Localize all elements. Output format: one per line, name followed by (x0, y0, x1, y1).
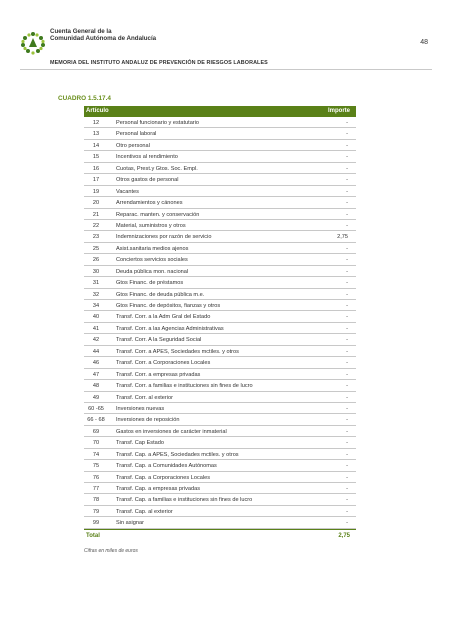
row-code: 69 (92, 428, 100, 435)
table-caption: CUADRO 1.5.17.4 (58, 95, 111, 102)
row-importe: - (346, 520, 348, 527)
row-code: 76 (92, 474, 100, 481)
row-importe: - (346, 417, 348, 424)
total-row (84, 529, 356, 541)
table-row (84, 163, 356, 174)
row-importe: - (346, 177, 348, 184)
row-importe: - (346, 188, 348, 195)
table-row (84, 243, 356, 254)
row-code: 22 (92, 222, 100, 229)
row-code: 16 (92, 165, 100, 172)
row-importe: - (346, 486, 348, 492)
table-row (84, 426, 356, 437)
table-row (84, 220, 356, 231)
row-importe: - (346, 280, 348, 287)
row-description: Transf. Corr. a APES, Sociedades mctiles. y otros (116, 348, 239, 355)
row-importe: - (346, 245, 348, 252)
row-description: Otro personal (116, 142, 150, 149)
row-code: 75 (92, 463, 100, 470)
table-row (84, 460, 356, 471)
row-code: 15 (92, 154, 100, 161)
row-description: Asist.sanitaria medios ajenos (116, 245, 189, 252)
row-code: 78 (92, 497, 100, 504)
table-note: Cifras en miles de euros (84, 548, 138, 554)
row-importe: - (346, 325, 348, 332)
total-value: 2,75 (338, 532, 350, 539)
row-description: Transf. Corr. A la Seguridad Social (116, 337, 202, 344)
row-description: Gtos Financ. de préstamos (116, 280, 184, 287)
row-code: 30 (92, 268, 100, 275)
row-description: Cuotas, Prest.y Gtos. Soc. Empl. (116, 165, 198, 172)
table-row (84, 209, 356, 220)
row-code: 66 - 68 (87, 417, 105, 424)
row-description: Transf. Corr. a Corporaciones Locales (116, 360, 211, 367)
table-row (84, 449, 356, 460)
row-description: Transf. Cap. al exterior (116, 508, 173, 515)
table-row (84, 186, 356, 197)
table-row (84, 300, 356, 311)
budget-table (84, 106, 356, 541)
table-row (84, 117, 356, 128)
row-description: Sin asignar (116, 520, 144, 527)
row-description: Transf. Cap Estado (116, 440, 164, 447)
table-row (84, 403, 356, 414)
table-row (84, 277, 356, 288)
row-code: 44 (92, 348, 100, 355)
table-row (84, 323, 356, 334)
row-code: 74 (92, 451, 100, 458)
row-code: 47 (92, 371, 100, 378)
row-description: Gtos Financ. de deuda pública m.e. (116, 291, 205, 298)
row-importe: - (346, 211, 348, 218)
row-description: Transf. Cap. a APES, Sociedades mctiles. y otros (116, 451, 239, 458)
table-row (84, 357, 356, 368)
row-importe: - (346, 371, 348, 378)
row-description: Transf. Cap. a empresas privadas (116, 486, 201, 492)
row-code: 19 (92, 188, 100, 195)
row-importe: - (346, 360, 348, 367)
row-code: 60 -65 (88, 405, 104, 412)
row-importe: - (346, 451, 348, 458)
row-code: 40 (92, 314, 100, 321)
table-row (84, 140, 356, 151)
row-importe: - (346, 348, 348, 355)
table-row (84, 380, 356, 391)
row-description: Transf. Cap. a familias e instituciones sin fines de lucro (116, 497, 253, 504)
row-code: 70 (92, 440, 100, 447)
row-code: 49 (92, 394, 100, 401)
row-code: 21 (92, 211, 100, 218)
row-code: 14 (92, 142, 100, 149)
row-importe: - (346, 314, 348, 321)
row-code: 99 (92, 520, 100, 527)
table-row (84, 517, 356, 528)
table-row (84, 506, 356, 517)
page-header (20, 28, 432, 70)
org-name-line2: Comunidad Autónoma de Andalucía (50, 35, 157, 42)
org-name-line1: Cuenta General de la (50, 28, 112, 35)
row-importe: - (346, 337, 348, 344)
table-row (84, 128, 356, 139)
table-row (84, 369, 356, 380)
table-body (84, 117, 356, 529)
row-code: 25 (92, 245, 100, 252)
row-importe: - (346, 428, 348, 435)
row-importe: - (346, 165, 348, 172)
row-code: 12 (92, 120, 100, 126)
row-description: Indemnizaciones por razón de servicio (116, 234, 212, 241)
row-description: Transf. Corr. al exterior (116, 394, 173, 401)
table-row (84, 151, 356, 162)
page-number: 48 (420, 39, 428, 46)
row-description: Inversiones nuevas (116, 405, 165, 412)
table-row (84, 334, 356, 345)
row-description: Arrendamientos y cánones (116, 200, 183, 207)
row-code: 42 (92, 337, 100, 344)
row-importe: - (346, 497, 348, 504)
row-description: Material, suministros y otros (116, 222, 186, 229)
row-importe: - (346, 508, 348, 515)
row-code: 31 (92, 280, 100, 287)
row-importe: - (346, 463, 348, 470)
row-importe: - (346, 131, 348, 138)
table-row (84, 346, 356, 357)
row-code: 32 (92, 291, 100, 298)
row-importe: - (346, 154, 348, 161)
junta-andalucia-logo-icon (20, 30, 46, 56)
row-code: 34 (92, 303, 100, 309)
row-importe: - (346, 291, 348, 298)
row-description: Transf. Corr. a las Agencias Administrativas (116, 325, 224, 332)
row-code: 20 (92, 200, 100, 207)
row-description: Deuda pública mon. nacional (116, 268, 189, 275)
row-description: Transf. Cap. a Comunidades Autónomas (116, 463, 217, 470)
row-importe: - (346, 120, 348, 126)
row-description: Transf. Cap. a Corporaciones Locales (116, 474, 211, 481)
table-row (84, 254, 356, 265)
row-code: 41 (92, 325, 100, 332)
row-importe: - (346, 394, 348, 401)
table-row (84, 472, 356, 483)
table-header (84, 106, 356, 117)
row-code: 79 (92, 508, 100, 515)
row-importe: - (346, 142, 348, 149)
table-row (84, 174, 356, 185)
row-description: Otros gastos de personal (116, 177, 179, 184)
row-description: Inversiones de reposición (116, 417, 180, 424)
header-divider (20, 69, 432, 70)
row-importe: - (346, 257, 348, 264)
row-description: Gtos Financ. de depósitos, fianzas y otros (116, 303, 221, 309)
row-importe: - (346, 383, 348, 390)
row-code: 23 (92, 234, 100, 241)
table-row (84, 483, 356, 494)
table-row (84, 437, 356, 448)
row-code: 77 (92, 486, 100, 492)
table-row (84, 414, 356, 425)
table-row (84, 392, 356, 403)
row-description: Transf. Corr. a la Adm Gral del Estado (116, 314, 211, 321)
row-code: 48 (92, 383, 100, 390)
table-row (84, 494, 356, 505)
table-row (84, 289, 356, 300)
row-importe: - (346, 268, 348, 275)
row-description: Conciertos servicios sociales (116, 257, 188, 264)
row-description: Personal funcionario y estatutario (116, 120, 200, 126)
table-row (84, 266, 356, 277)
col-articulo-header: Artículo (86, 108, 109, 114)
table-row (84, 197, 356, 208)
row-code: 46 (92, 360, 100, 367)
row-importe: - (346, 303, 348, 309)
row-description: Vacantes (116, 188, 139, 195)
row-description: Personal laboral (116, 131, 157, 138)
row-importe: - (346, 222, 348, 229)
row-description: Transf. Corr. a empresas privadas (116, 371, 201, 378)
row-importe: - (346, 200, 348, 207)
row-description: Incentivos al rendimiento (116, 154, 178, 161)
row-code: 13 (92, 131, 100, 138)
table-row (84, 311, 356, 322)
report-title: MEMORIA DEL INSTITUTO ANDALUZ DE PREVENCIÓN DE RIESGOS LABORALES (50, 60, 268, 66)
row-importe: 2,75 (337, 234, 348, 241)
table-row (84, 231, 356, 242)
row-description: Reparac. manten. y conservación (116, 211, 200, 218)
row-importe: - (346, 440, 348, 447)
row-importe: - (346, 405, 348, 412)
row-code: 17 (92, 177, 100, 184)
row-description: Gastos en inversiones de carácter inmaterial (116, 428, 227, 435)
row-importe: - (346, 474, 348, 481)
total-label: Total (86, 532, 100, 539)
row-code: 26 (92, 257, 100, 264)
row-description: Transf. Corr. a familias e instituciones sin fines de lucro (116, 383, 253, 390)
col-importe-header: Importe (327, 108, 350, 114)
